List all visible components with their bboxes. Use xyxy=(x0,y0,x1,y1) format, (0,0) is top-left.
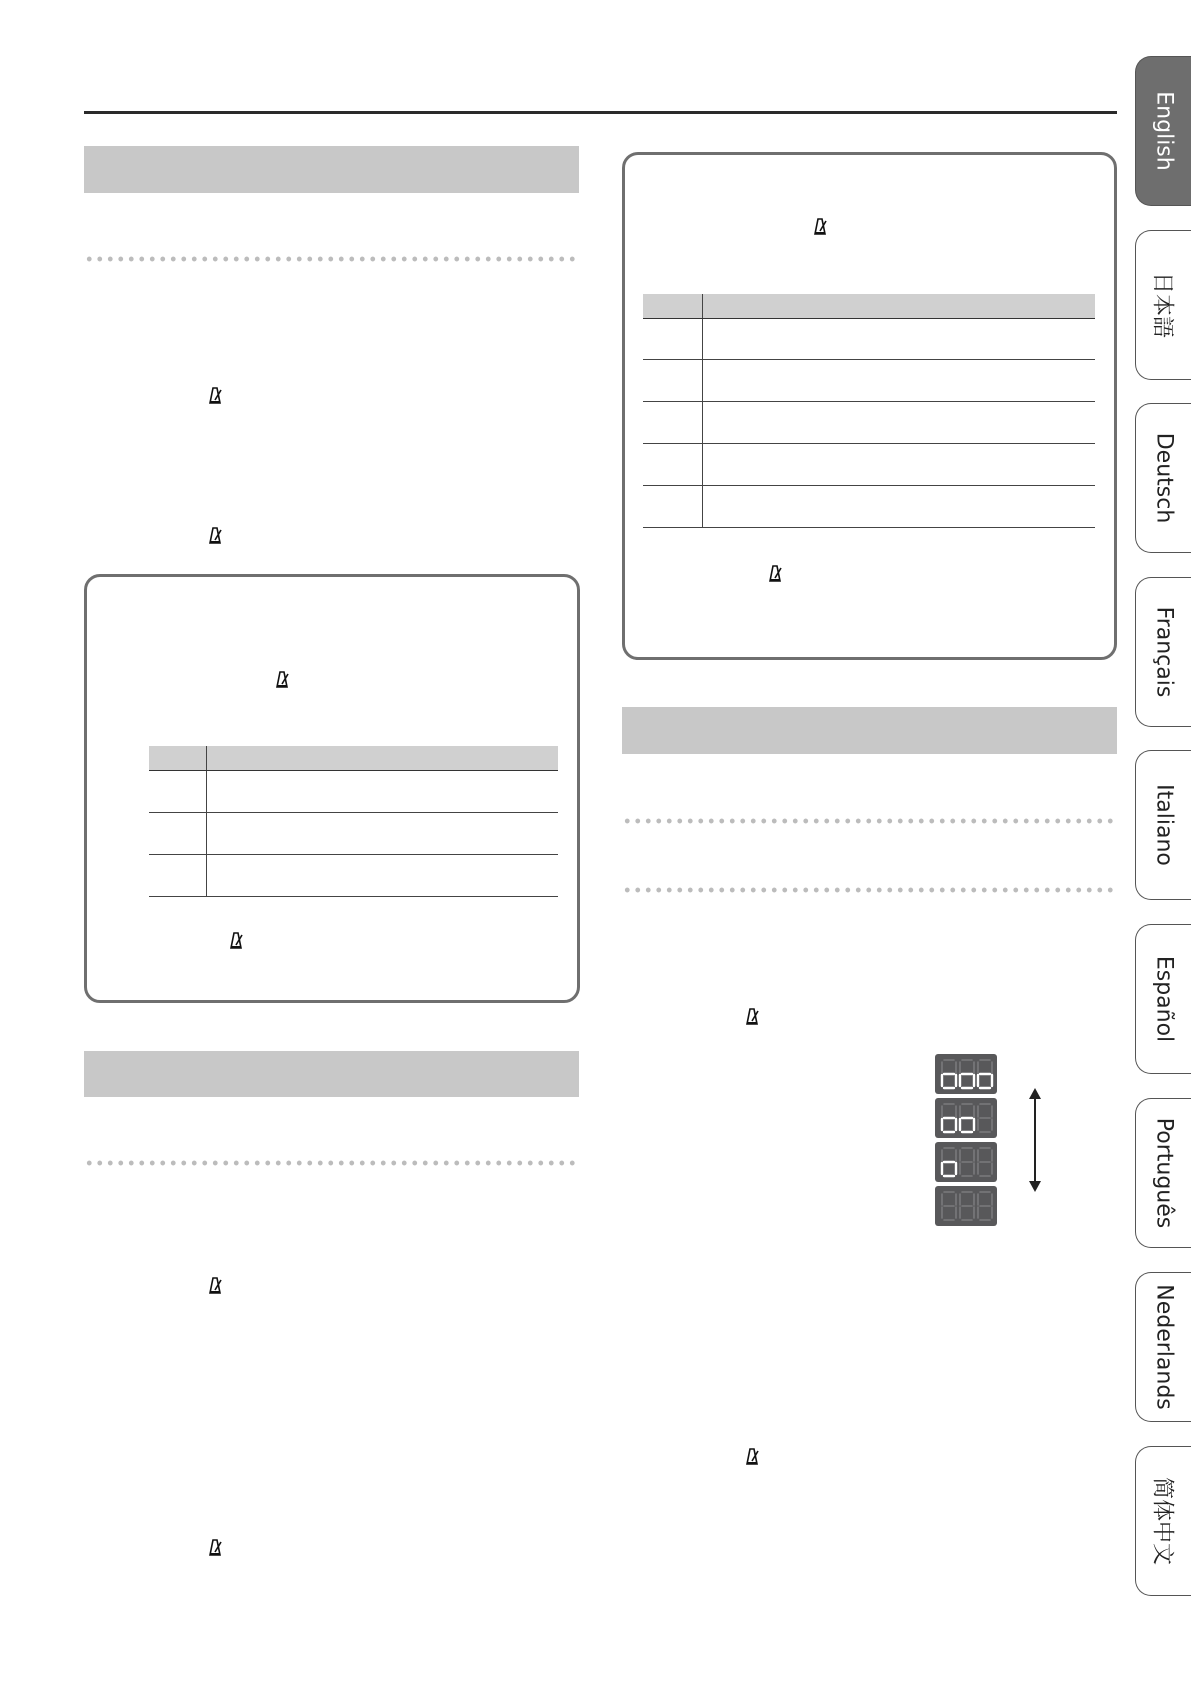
led-display xyxy=(935,1142,997,1182)
led-digit xyxy=(978,1192,992,1220)
tab-english[interactable] xyxy=(1135,56,1191,206)
table-row xyxy=(643,444,1095,486)
led-display xyxy=(935,1186,997,1226)
table-header-cell xyxy=(207,746,559,771)
metronome-icon xyxy=(766,564,784,582)
tab-label: Italiano xyxy=(1151,784,1176,866)
table-header-cell xyxy=(149,746,207,771)
metronome-icon xyxy=(227,931,245,949)
led-digit xyxy=(960,1104,974,1132)
section-heading-bar xyxy=(622,707,1117,754)
metronome-icon xyxy=(811,217,829,235)
table-header-cell xyxy=(703,294,1096,319)
table-row xyxy=(643,486,1095,528)
tab-portugues[interactable] xyxy=(1135,1098,1191,1248)
table-header-cell xyxy=(643,294,703,319)
section-heading-bar xyxy=(84,1051,579,1097)
settings-table xyxy=(643,294,1095,528)
dotted-divider xyxy=(84,256,579,262)
tab-label: Deutsch xyxy=(1151,432,1176,524)
settings-table xyxy=(149,746,558,897)
table-row xyxy=(149,771,558,813)
led-digit xyxy=(978,1104,992,1132)
tab-espanol[interactable] xyxy=(1135,924,1191,1074)
metronome-icon xyxy=(206,526,224,544)
dotted-divider xyxy=(622,887,1117,893)
dotted-divider xyxy=(84,1160,579,1166)
metronome-icon xyxy=(273,670,291,688)
table-row xyxy=(643,360,1095,402)
table-row xyxy=(643,319,1095,360)
led-digit xyxy=(960,1148,974,1176)
metronome-icon xyxy=(206,1276,224,1294)
tab-label: Nederlands xyxy=(1151,1284,1176,1410)
metronome-icon xyxy=(206,1538,224,1556)
tab-deutsch[interactable] xyxy=(1135,403,1191,553)
top-rule xyxy=(84,111,1117,114)
led-digit xyxy=(942,1192,956,1220)
double-arrow-icon xyxy=(1027,1087,1043,1193)
tab-label: 日本語 xyxy=(1149,271,1174,339)
table-row xyxy=(643,402,1095,444)
tab-label: English xyxy=(1151,91,1176,171)
tab-nederlands[interactable] xyxy=(1135,1272,1191,1422)
tab-label: Français xyxy=(1151,606,1176,698)
metronome-icon xyxy=(743,1447,761,1465)
led-digit xyxy=(978,1148,992,1176)
led-digit xyxy=(978,1060,992,1088)
tab-chinese[interactable] xyxy=(1135,1446,1191,1596)
led-digit xyxy=(960,1060,974,1088)
led-digit xyxy=(942,1060,956,1088)
metronome-icon xyxy=(206,386,224,404)
dotted-divider xyxy=(622,818,1117,824)
led-digit xyxy=(960,1192,974,1220)
tab-label: 简体中文 xyxy=(1149,1476,1174,1566)
tab-label: Español xyxy=(1151,955,1176,1043)
table-row xyxy=(149,855,558,897)
tab-italiano[interactable] xyxy=(1135,750,1191,900)
tab-francais[interactable] xyxy=(1135,577,1191,727)
table-row xyxy=(149,813,558,855)
metronome-icon xyxy=(743,1007,761,1025)
tab-label: Português xyxy=(1151,1117,1176,1229)
led-display xyxy=(935,1054,997,1094)
tab-japanese[interactable] xyxy=(1135,230,1191,380)
led-digit xyxy=(942,1104,956,1132)
section-heading-bar xyxy=(84,146,579,193)
led-digit xyxy=(942,1148,956,1176)
led-display xyxy=(935,1098,997,1138)
